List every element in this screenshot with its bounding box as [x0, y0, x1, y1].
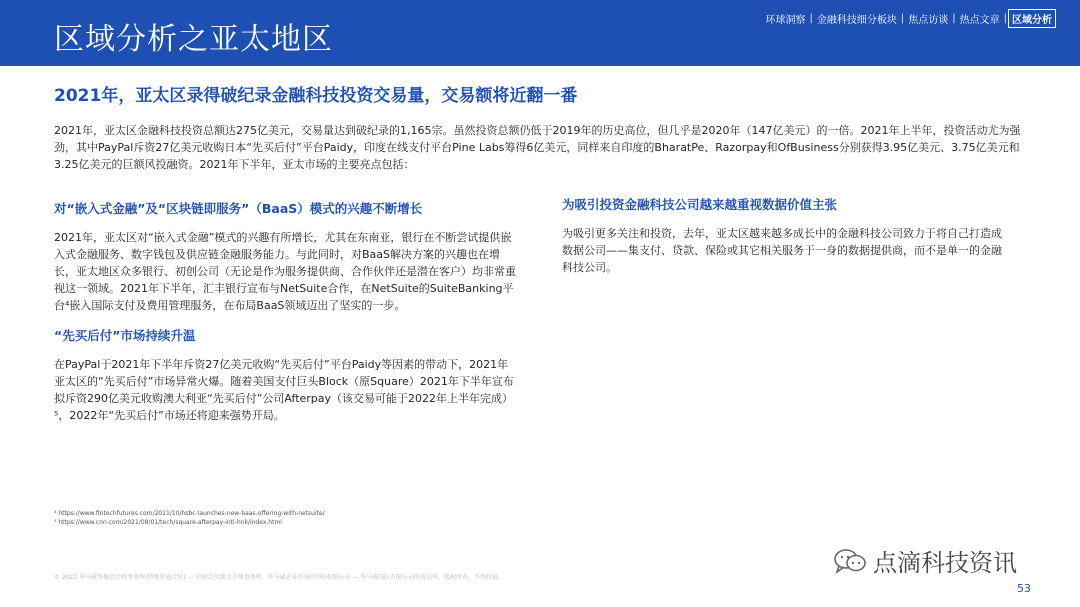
copyright-notice: © 2022 毕马威华振会计师事务所(特殊普通合伙) — 中国合伙制会计师事务所，毕马威企业咨询(中国)有限公司 — 毕马威国际有限公司的成员所。版权所有，不得转载。 [54, 574, 505, 581]
section-body-bnpl: 在PayPal于2021年下半年斥资27亿美元收购“先买后付”平台Paidy等因素的带动下，2021年亚太区的“先买后付”市场异常火爆。随着美国支付巨头Block（原Square）2021年下半年宣布拟斥资290亿美元收购澳大利亚“先买后付”公司Afterpay（该交易可能于2022年上半年完成）⁵，2022年“先买后付”市场还将迎来强势开局。 [54, 358, 514, 422]
footnote-5[interactable]: ⁵ https://www.cnn.com/2021/08/01/tech/square-afterpay-intl-hnk/index.html [54, 519, 282, 526]
section-body-data: 为吸引更多关注和投资，去年，亚太区越来越多成长中的金融科技公司致力于将自己打造成数据公司——集支付、贷款、保险或其它相关服务于一身的数据提供商，而不是单一的金融科技公司。 [562, 227, 1002, 274]
nav-separator: | [900, 13, 905, 24]
watermark-text: 点滴科技资讯 [873, 549, 1017, 577]
nav-separator: | [952, 13, 956, 24]
nav-item-fintech-segments[interactable]: 金融科技细分板块 [816, 15, 897, 26]
nav-item-regional-analysis[interactable]: 区域分析 [1008, 9, 1056, 28]
nav-separator: | [1003, 13, 1007, 24]
nav-separator: | [809, 13, 813, 24]
page-number: 53 [1017, 582, 1031, 595]
chat-bubbles-icon [833, 548, 867, 574]
header-bar [0, 0, 1080, 66]
section-heading-data: 为吸引投资金融科技公司越来越重视数据价值主张 [562, 197, 838, 212]
intro-paragraph: 2021年，亚太区金融科技投资总额达275亿美元，交易量达到破纪录的1,165宗。虽然投资总额仍低于2019年的历史高位，但几乎是2020年（147亿美元）的一倍。2021年上半年，投资活动尤为强劲，其中PayPal斥资27亿美元收购日本“先买后付”平台Paidy，印度在线支付平台Pine Labs筹得6亿美元，同样来自印度的BharatPe、Razorpay和OfBusiness分别获得3.95亿美元、3.75亿美元和3.25亿美元的巨额风投融资。2021年下半年，亚太市场的主要亮点包括： [54, 124, 1021, 171]
page-title: 区域分析之亚太地区 [54, 22, 333, 57]
section-heading-bnpl: “先买后付”市场持续升温 [54, 328, 196, 343]
left-column [54, 199, 516, 424]
top-nav [763, 9, 1057, 28]
headline: 2021年，亚太区录得破纪录金融科技投资交易量，交易额将近翻一番 [54, 86, 578, 106]
nav-item-hot-articles[interactable]: 热点文章 [959, 15, 1000, 26]
nav-item-interviews[interactable]: 焦点访谈 [908, 15, 949, 26]
footnote-4[interactable]: ⁴ https://www.fintechfutures.com/2021/10/hsbc-launches-new-baas-offering-with-netsuite/ [54, 510, 325, 517]
nav-item-global-insights[interactable]: 环球洞察 [765, 15, 806, 26]
right-column [562, 195, 1002, 276]
section-heading-baas: 对“嵌入式金融”及“区块链即服务”（BaaS）模式的兴趣不断增长 [54, 201, 423, 216]
watermark [833, 543, 1017, 578]
footnotes [54, 509, 325, 527]
section-body-baas: 2021年，亚太区对“嵌入式金融”模式的兴趣有所增长，尤其在东南亚，银行在不断尝试提供嵌入式金融服务、数字钱包及供应链金融服务能力。与此同时，对BaaS解决方案的兴趣也在增长，亚太地区众多银行、初创公司（无论是作为服务提供商、合作伙伴还是潜在客户）均非常重视这一领域。2021年下半年，汇丰银行宣布与NetSuite合作，在NetSuite的SuiteBanking平台⁴嵌入国际支付及费用管理服务，在布局BaaS领域迈出了坚实的一步。 [54, 231, 516, 312]
